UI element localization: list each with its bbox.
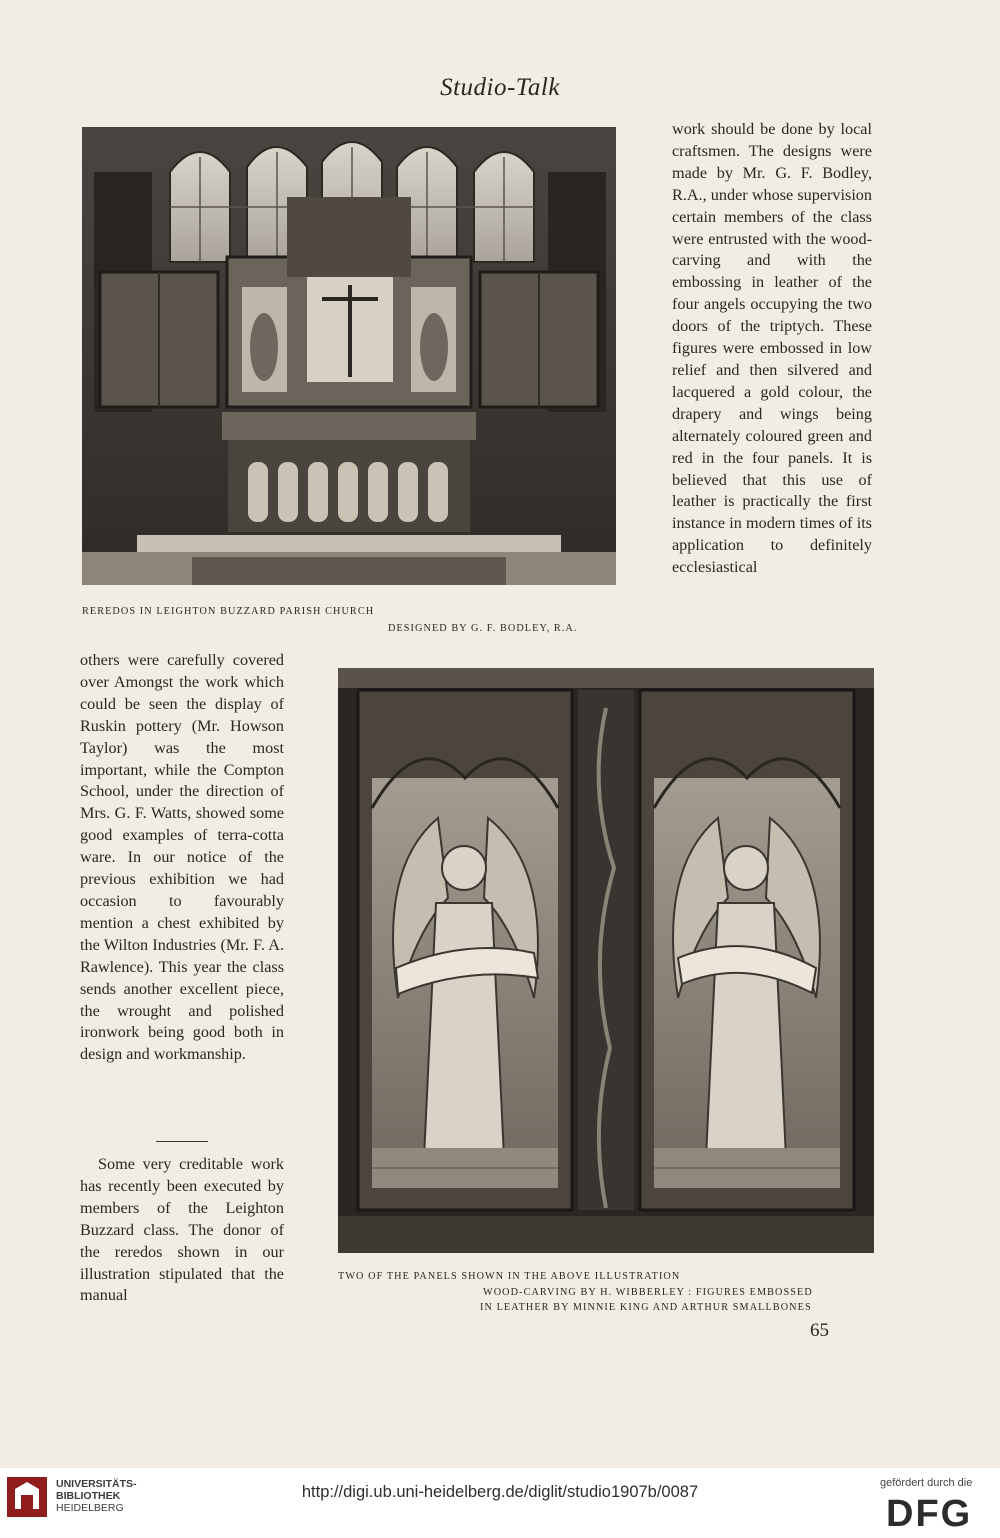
angel-panels-photograph xyxy=(338,668,874,1253)
right-column-paragraph: work should be done by local craftsmen. The designs were made by Mr. G. F. Bodley, R.A., under whose supervision certain members of the class were entrusted with the wood-carving and with the embossing in leather of the four angels occupying the two doors of the triptych. These figures were embossed in low relief and then silvered and lacquered a gold colour, the drapery and wings being alternately coloured green and red in the four panels. It is believed that this use of leather is practically the first instance in modern times of its application to definitely ecclesiastical xyxy=(672,120,872,577)
section-divider xyxy=(156,1141,208,1142)
figure1-caption-title: REREDOS IN LEIGHTON BUZZARD PARISH CHURCH xyxy=(82,606,375,617)
digitization-footer xyxy=(0,1468,1000,1538)
left-column-paragraph-1: others were carefully covered over Amongst the work which could be seen the display of Ruskin pottery (Mr. Howson Taylor) was the most important, while the Compton School, under the direction of Mrs. G. F. Watts, showed some good examples of terra-cotta ware. In our notice of the previous exhibition we had occasion to favourably mention a chest exhibited by the Wilton Industries (Mr. F. A. Rawlence). This year the class sends another excellent piece, the wrought and polished ironwork being good both in design and workmanship. xyxy=(80,651,284,1064)
library-name-text: UNIVERSITÄTS- BIBLIOTHEK xyxy=(56,1478,137,1502)
figure1-caption-credit: DESIGNED BY G. F. BODLEY, R.A. xyxy=(388,623,578,634)
digitization-url-link[interactable]: http://digi.ub.uni-heidelberg.de/diglit/studio1907b/0087 xyxy=(301,1483,699,1501)
library-city: HEIDELBERG xyxy=(56,1502,124,1514)
left-column-paragraph-2: Some very creditable work has recently been executed by members of the Leighton Buzzard class. The donor of the reredos shown in our illustration stipulated that the manual xyxy=(80,1155,284,1305)
left-text-column-upper xyxy=(80,650,284,1066)
reredos-photograph xyxy=(82,127,616,585)
figure2-caption-line-2: WOOD-CARVING BY H. WIBBERLEY : FIGURES EMBOSSED xyxy=(483,1287,813,1298)
running-head: Studio-Talk xyxy=(440,74,560,101)
figure2-caption-line-3: IN LEATHER BY MINNIE KING AND ARTHUR SMALLBONES xyxy=(480,1302,812,1313)
dfg-logo: DFG xyxy=(886,1493,973,1535)
funded-by-label: gefördert durch die xyxy=(880,1477,973,1489)
page-number: 65 xyxy=(810,1320,829,1341)
left-text-column-lower xyxy=(80,1154,284,1307)
figure2-caption-line-1: TWO OF THE PANELS SHOWN IN THE ABOVE ILLUSTRATION xyxy=(338,1271,681,1282)
right-text-column xyxy=(672,119,872,579)
